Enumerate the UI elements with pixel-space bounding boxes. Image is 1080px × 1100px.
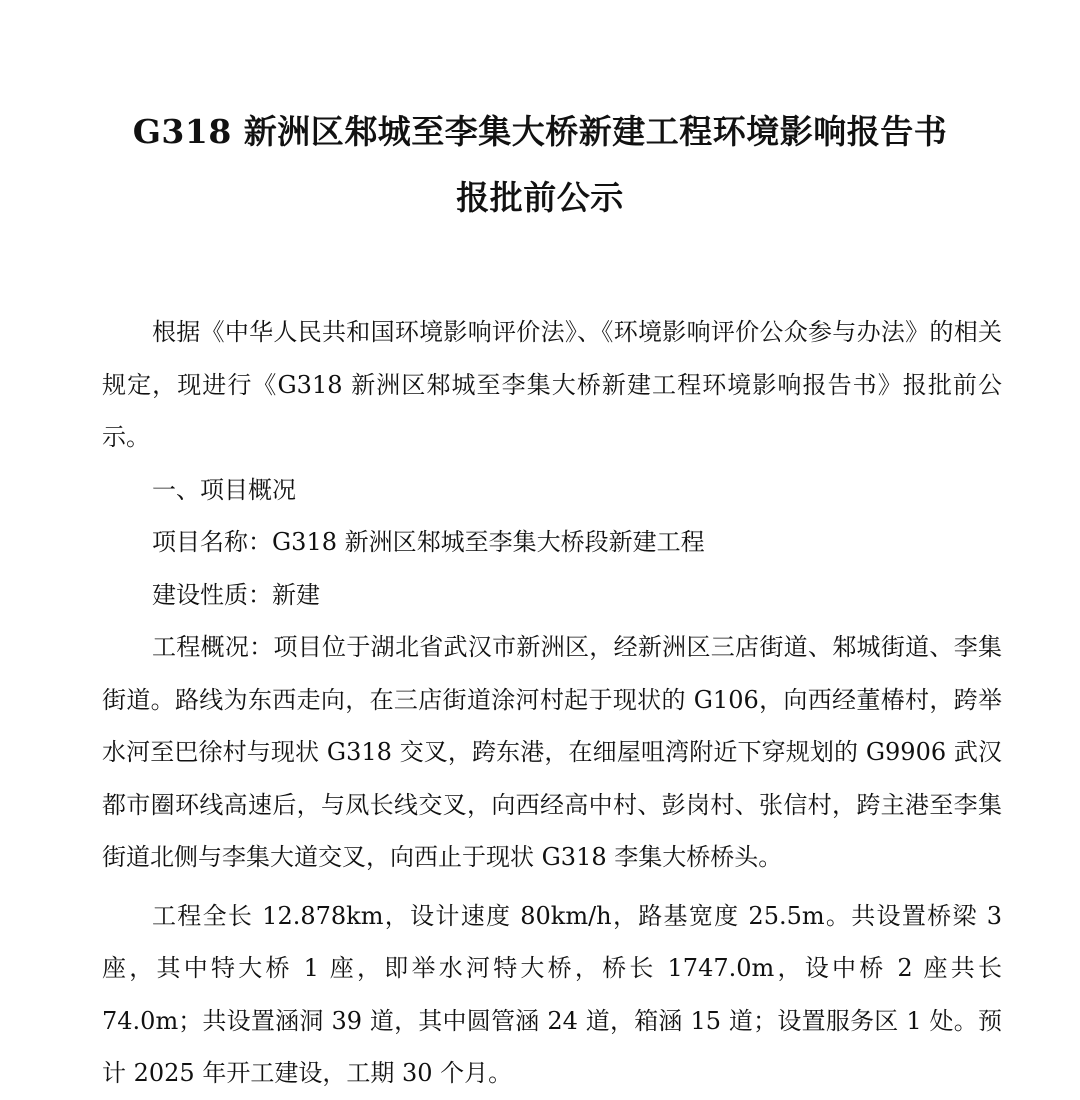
document-body bbox=[102, 306, 1002, 1100]
document-title: G318 新洲区邾城至李集大桥新建工程环境影响报告书 bbox=[132, 112, 948, 151]
section-heading-project-overview: 一、项目概况 bbox=[152, 475, 296, 504]
project-scale-paragraph: 工程全长 12.878km，设计速度 80km/h，路基宽度 25.5m。共设置桥梁 3 座，其中特大桥 1 座，即举水河特大桥，桥长 1747.0m，设中桥 2 座共长 74.0m；共设置涵洞 39 道，其中圆管涵 24 道，箱涵 15 道；设置服务区 1 处。预计 2025 年开工建设，工期 30 个月。 bbox=[102, 901, 1002, 1087]
document-subtitle: 报批前公示 bbox=[456, 178, 624, 217]
project-name-line: 项目名称：G318 新洲区邾城至李集大桥段新建工程 bbox=[152, 528, 705, 556]
construction-nature-line: 建设性质：新建 bbox=[152, 580, 320, 609]
project-description-paragraph: 工程概况：项目位于湖北省武汉市新洲区，经新洲区三店街道、邾城街道、李集街道。路线为东西走向，在三店街道涂河村起于现状的 G106，向西经董椿村，跨举水河至巴徐村与现状 G318 交叉，跨东港，在细屋咀湾附近下穿规划的 G9906 武汉都市圈环线高速后，与凤长线交叉，向西经高中村、彭岗村、张信村，跨主港至李集街道北侧与李集大道交叉，向西止于现状 G318 李集大桥桥头。 bbox=[102, 633, 1002, 871]
intro-paragraph: 根据《中华人民共和国环境影响评价法》、《环境影响评价公众参与办法》的相关规定，现进行《G318 新洲区邾城至李集大桥新建工程环境影响报告书》报批前公示。 bbox=[102, 318, 1002, 451]
